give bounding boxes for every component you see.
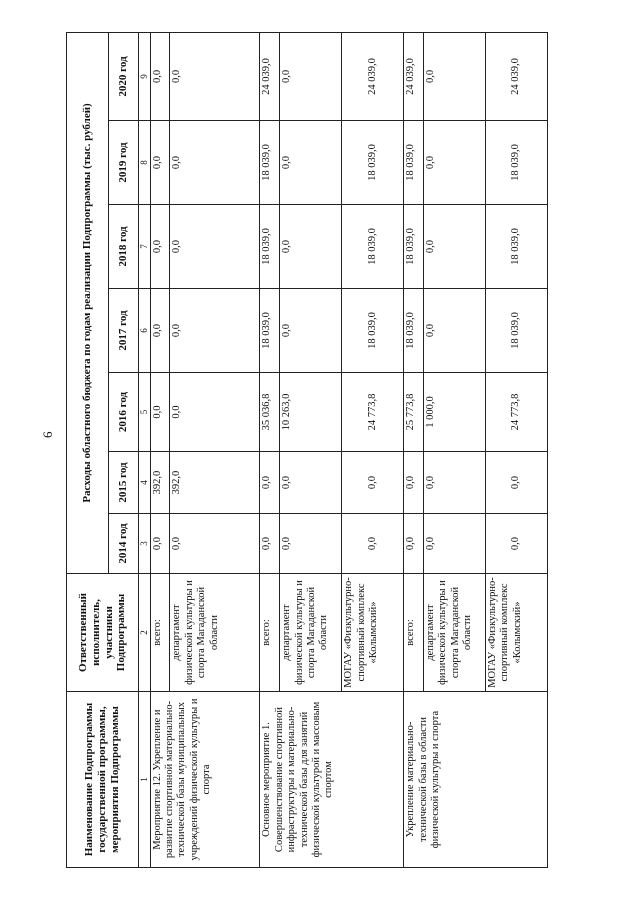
column-index: 5 [139,373,151,452]
value-cell: 0,0 [486,514,548,574]
value-cell: 0,0 [404,452,424,514]
year-header: 2016 год [109,373,139,452]
header-expenses: Расходы областного бюджета по годам реализации Подпрограммы (тыс. рублей) [67,32,109,573]
value-cell: 0,0 [424,289,486,373]
value-cell: 0,0 [150,121,170,205]
value-cell: 0,0 [280,452,342,514]
responsible-cell: всего: [260,574,280,692]
value-cell: 18 039,0 [404,121,424,205]
value-cell: 25 773,8 [404,373,424,452]
value-cell: 0,0 [170,205,260,289]
value-cell: 0,0 [170,373,260,452]
value-cell: 0,0 [280,32,342,120]
page-number: 6 [40,431,55,438]
responsible-cell: МОГАУ «Физкультурно-спортивный комплекс «Колымский» [486,574,548,692]
value-cell: 18 039,0 [342,121,404,205]
value-cell: 0,0 [280,205,342,289]
column-index: 3 [139,514,151,574]
value-cell: 24 773,8 [342,373,404,452]
year-header: 2019 год [109,121,139,205]
table-row [260,32,280,867]
year-header: 2014 год [109,514,139,574]
value-cell: 0,0 [424,514,486,574]
column-index: 1 [139,692,151,868]
table-row [404,32,424,867]
value-cell: 10 263,0 [280,373,342,452]
value-cell: 24 039,0 [404,32,424,120]
value-cell: 24 039,0 [486,32,548,120]
value-cell: 24 039,0 [260,32,280,120]
column-index: 7 [139,205,151,289]
value-cell: 0,0 [150,289,170,373]
value-cell: 18 039,0 [260,121,280,205]
year-header: 2020 год [109,32,139,120]
value-cell: 0,0 [260,452,280,514]
value-cell: 18 039,0 [342,205,404,289]
budget-table [66,32,548,868]
value-cell: 0,0 [150,32,170,120]
value-cell: 0,0 [280,289,342,373]
column-index: 9 [139,32,151,120]
value-cell: 18 039,0 [486,289,548,373]
year-header: 2015 год [109,452,139,514]
value-cell: 0,0 [170,121,260,205]
measure-name: Мероприятие 12. Укрепление и развитие спортивной материально-технической базы муниципальных учреждений физической культуры и спорта [150,692,260,868]
value-cell: 0,0 [486,452,548,514]
responsible-cell: департамент физической культуры и спорта Магаданской области [280,574,342,692]
rotated-table-container [66,33,548,868]
value-cell: 35 036,8 [260,373,280,452]
value-cell: 0,0 [424,452,486,514]
value-cell: 18 039,0 [342,289,404,373]
value-cell: 392,0 [170,452,260,514]
value-cell: 392,0 [150,452,170,514]
value-cell: 0,0 [424,121,486,205]
value-cell: 0,0 [260,514,280,574]
header-responsible: Ответственный исполнитель, участники Подпрограммы [67,574,139,692]
responsible-cell: МОГАУ «Физкультурно-спортивный комплекс «Колымский» [342,574,404,692]
value-cell: 24 039,0 [342,32,404,120]
value-cell: 18 039,0 [486,205,548,289]
value-cell: 0,0 [170,514,260,574]
value-cell: 18 039,0 [404,289,424,373]
responsible-cell: департамент физической культуры и спорта Магаданской области [424,574,486,692]
responsible-cell: всего: [150,574,170,692]
table-row [150,32,170,867]
measure-name: Укрепление материально-технической базы в области физической культуры и спорта [404,692,548,868]
year-header: 2018 год [109,205,139,289]
value-cell: 18 039,0 [486,121,548,205]
value-cell: 0,0 [150,373,170,452]
value-cell: 0,0 [424,32,486,120]
value-cell: 0,0 [424,205,486,289]
value-cell: 0,0 [342,452,404,514]
value-cell: 18 039,0 [260,205,280,289]
column-index: 2 [139,574,151,692]
value-cell: 0,0 [342,514,404,574]
value-cell: 0,0 [280,121,342,205]
value-cell: 0,0 [150,514,170,574]
value-cell: 0,0 [170,32,260,120]
value-cell: 24 773,8 [486,373,548,452]
value-cell: 18 039,0 [260,289,280,373]
responsible-cell: департамент физической культуры и спорта Магаданской области [170,574,260,692]
column-index: 8 [139,121,151,205]
responsible-cell: всего: [404,574,424,692]
value-cell: 0,0 [170,289,260,373]
year-header: 2017 год [109,289,139,373]
column-index: 4 [139,452,151,514]
value-cell: 0,0 [280,514,342,574]
value-cell: 18 039,0 [404,205,424,289]
column-index: 6 [139,289,151,373]
value-cell: 1 000,0 [424,373,486,452]
value-cell: 0,0 [150,205,170,289]
value-cell: 0,0 [404,514,424,574]
header-name: Наименование Подпрограммы государственной программы, мероприятия Подпрограммы [67,692,139,868]
measure-name: Основное мероприятие 1. Совершенствование спортивной инфраструктуры и материально-технической базы для занятий физической культурой и массовым спортом [260,692,404,868]
